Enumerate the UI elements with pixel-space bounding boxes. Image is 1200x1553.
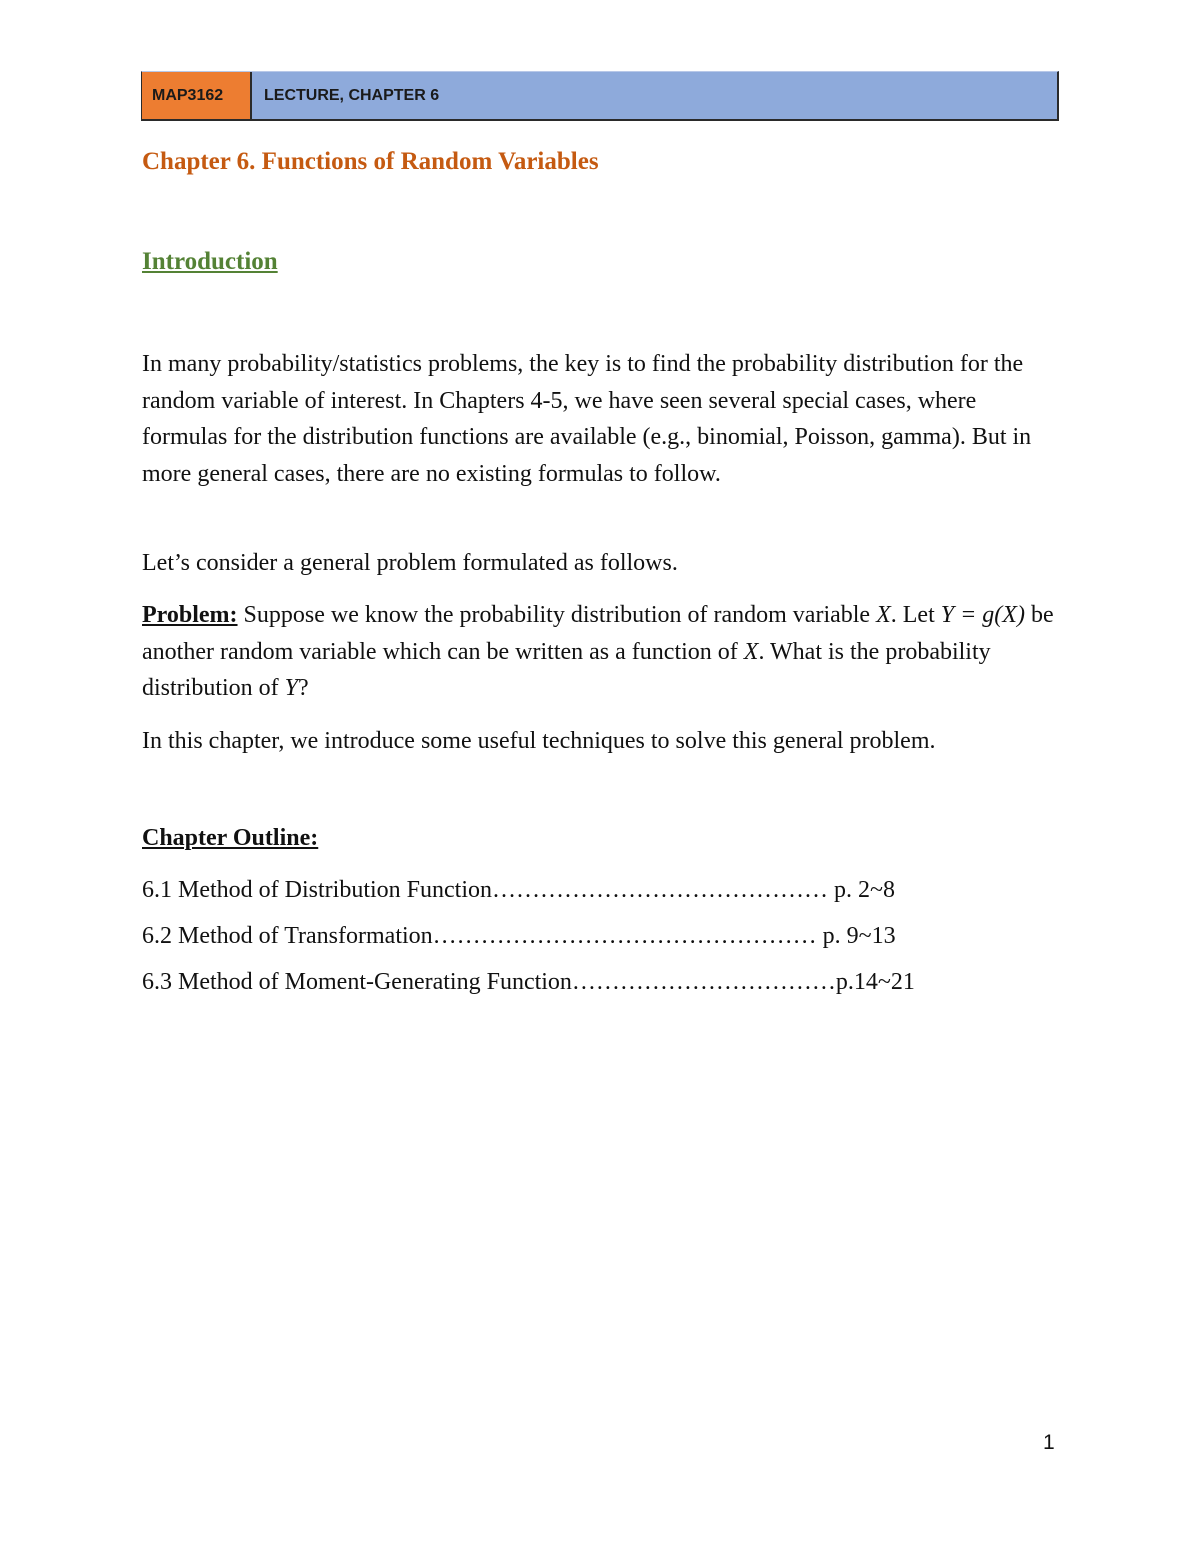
chapter-title: Chapter 6. Functions of Random Variables — [142, 148, 599, 175]
general-problem-paragraph: Let’s consider a general problem formulated as follows. — [142, 550, 678, 576]
math-var-x: X — [876, 602, 891, 628]
math-var-y: Y — [284, 675, 299, 701]
chapter-outline-heading: Chapter Outline: — [142, 825, 319, 851]
introduction-heading: Introduction — [142, 248, 278, 275]
outline-item: 6.3 Method of Moment-Generating Function……………………………p.14~21 — [142, 969, 915, 995]
lecture-title: LECTURE, CHAPTER 6 — [252, 72, 1057, 119]
math-equation: Y = g(X) — [940, 602, 1025, 628]
problem-text-2: . Let — [890, 602, 941, 628]
outline-item: 6.2 Method of Transformation………………………………………… p. 9~13 — [142, 923, 896, 949]
course-code: MAP3162 — [142, 72, 252, 119]
problem-text-5: ? — [298, 675, 309, 701]
chapter-intro-paragraph: In this chapter, we introduce some useful techniques to solve this general problem. — [142, 728, 936, 754]
outline-item: 6.1 Method of Distribution Function…………………………………… p. 2~8 — [142, 877, 895, 903]
document-header — [141, 71, 1059, 121]
problem-text-3: be another random variable which can be written as a function of — [142, 602, 1054, 665]
page-number: 1 — [1043, 1431, 1055, 1454]
problem-text-1: Suppose we know the probability distribution of random variable — [237, 602, 877, 628]
problem-label: Problem: — [142, 602, 238, 628]
problem-statement — [142, 597, 1062, 707]
problem-text-4: . What is the probability distribution of — [142, 638, 991, 701]
intro-paragraph: In many probability/statistics problems, the key is to find the probability distribution for the random variable of interest. In Chapters 4-5, we have seen several special cases, where formulas for the distribution functions are available (e.g., binomial, Poisson, gamma). But in more general cases, there are no existing formulas to follow. — [142, 351, 1032, 487]
chapter-outline-list — [142, 872, 915, 1010]
math-var-x-2: X — [743, 638, 759, 665]
